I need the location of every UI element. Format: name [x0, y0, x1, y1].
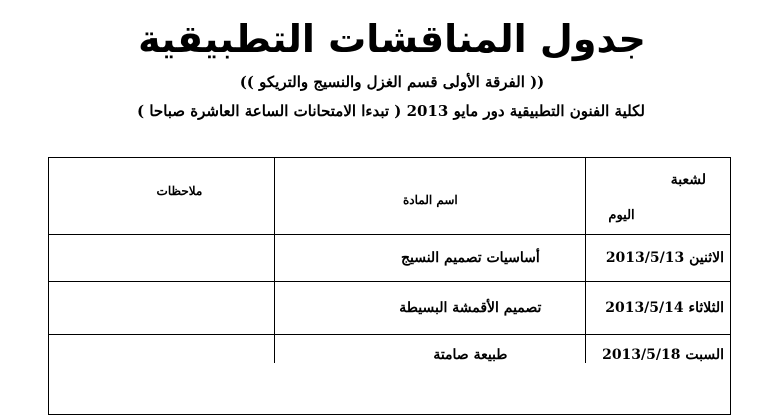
header-subject-cell: [274, 158, 585, 234]
day-cell: [585, 335, 730, 363]
notes-cell: [49, 282, 274, 334]
page-subtitle-schedule-note: لكلية الفنون التطبيقية دور مايو 2013 ( تبدءا الامتحانات الساعة العاشرة صباحا ): [137, 102, 645, 120]
schedule-table: [48, 157, 731, 415]
day-cell: [585, 282, 730, 334]
table-row: [49, 281, 730, 334]
subject-cell: [274, 235, 585, 281]
day-date-text: الاثنين 2013/5/13: [605, 250, 724, 266]
day-date-text: السبت 2013/5/18: [602, 347, 724, 363]
table-row: [49, 334, 730, 414]
header-day-label: اليوم: [608, 208, 635, 223]
table-row: [49, 234, 730, 281]
notes-cell: [49, 235, 274, 281]
header-subject-label: اسم المادة: [402, 193, 458, 207]
subject-text: تصميم الأقمشة البسيطة: [399, 300, 542, 316]
header-day-cell: [585, 158, 730, 234]
notes-cell: [49, 335, 274, 347]
table-header-row: [49, 158, 730, 234]
subject-cell: [274, 335, 585, 363]
subject-text: أساسيات تصميم النسيج: [400, 250, 540, 266]
header-notes-label: ملاحظات: [156, 184, 203, 198]
subject-cell: [274, 282, 585, 334]
day-cell: [585, 235, 730, 281]
day-date-text: الثلاثاء 2013/5/14: [605, 300, 724, 316]
subject-text: طبيعة صامتة: [433, 347, 508, 363]
page-subtitle-department: (( الفرقة الأولى قسم الغزل والنسيج والتريكو )): [239, 73, 545, 91]
page-title: جدول المناقشات التطبيقية: [138, 17, 646, 61]
header-shoba-label: لشعبة: [670, 172, 706, 188]
header-notes-cell: [49, 158, 274, 234]
